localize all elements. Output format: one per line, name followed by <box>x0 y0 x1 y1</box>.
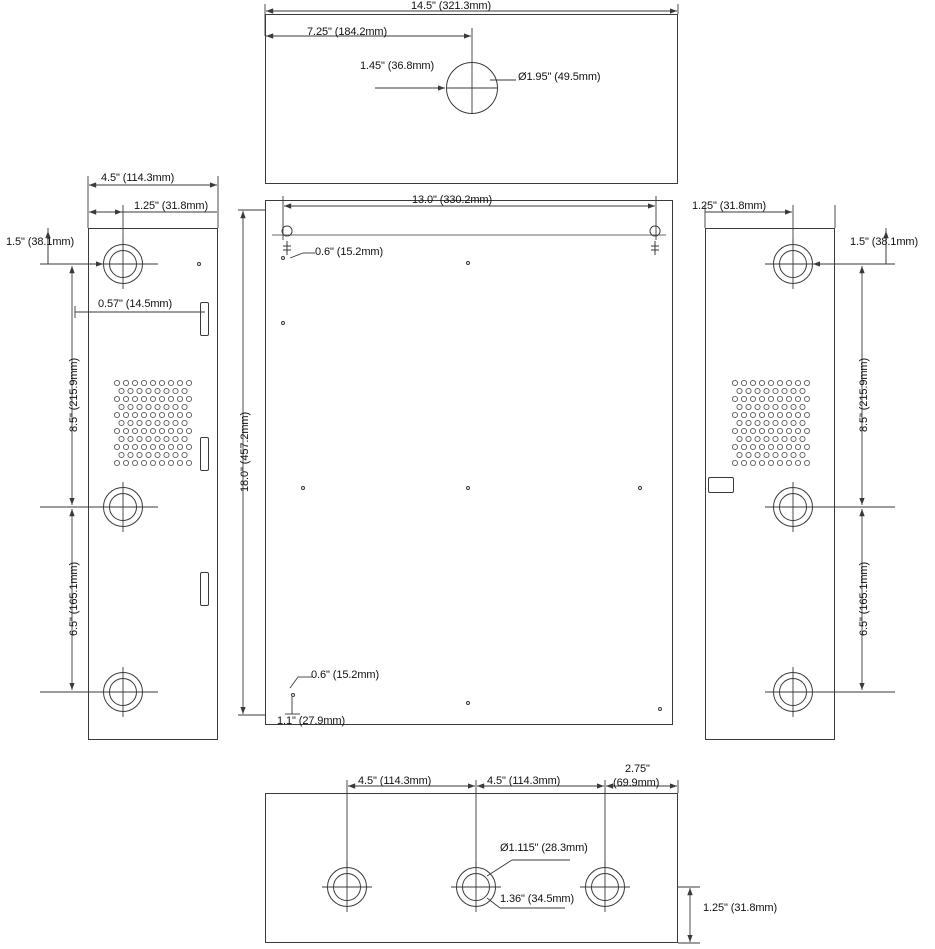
right-knockout-2-inner <box>779 493 807 521</box>
dim-bottom-edge-offset: 2.75" <box>625 763 650 775</box>
left-vent-slot-1 <box>200 302 209 336</box>
dim-right-knockout-center: 1.25" (31.8mm) <box>692 200 767 212</box>
front-hole-tl <box>281 256 285 260</box>
right-knockout-1-inner <box>779 250 807 278</box>
dim-left-knockout-center: 1.25" (31.8mm) <box>134 200 209 212</box>
left-small-hole <box>197 262 201 266</box>
dim-bottom-spacing-1: 4.5" (114.3mm) <box>358 775 432 787</box>
dim-bottom-hole-diameter: Ø1.115" (28.3mm) <box>500 842 588 854</box>
dim-bottom-vertical-offset: 1.25" (31.8mm) <box>703 902 778 914</box>
dim-bottom-spacing-2: 4.5" (114.3mm) <box>487 775 561 787</box>
dim-left-slot-offset: 0.57" (14.5mm) <box>98 298 173 310</box>
front-hole-ml <box>301 486 305 490</box>
dim-top-overall-width: 14.5" (321.3mm) <box>411 0 492 12</box>
left-knockout-2-inner <box>109 493 137 521</box>
front-view-panel <box>265 200 673 725</box>
left-knockout-3-inner <box>109 678 137 706</box>
left-vent-slot-3 <box>200 572 209 606</box>
dim-right-upper-spacing: 8.5" (215.9mm) <box>858 357 870 432</box>
bottom-knockout-2-inner <box>462 873 490 901</box>
dim-front-height: 18.0" (457.2mm) <box>239 411 251 492</box>
dim-left-upper-spacing: 8.5" (215.9mm) <box>68 357 80 432</box>
front-hole-tc <box>466 261 470 265</box>
dim-left-depth: 4.5" (114.3mm) <box>101 172 175 184</box>
left-knockout-1-inner <box>109 250 137 278</box>
dim-left-top-offset: 1.5" (38.1mm) <box>6 236 75 248</box>
front-hole-bl <box>291 693 295 697</box>
front-hole-bc <box>466 701 470 705</box>
right-knockout-3-inner <box>779 678 807 706</box>
front-hole-l2 <box>281 321 285 325</box>
front-hole-mc <box>466 486 470 490</box>
bottom-knockout-1-inner <box>333 873 361 901</box>
dim-right-top-offset: 1.5" (38.1mm) <box>850 236 919 248</box>
left-vent-slot-2 <box>200 437 209 471</box>
dim-front-top-inset: 0.6" (15.2mm) <box>315 246 384 258</box>
left-vent-grille <box>112 378 194 470</box>
bottom-knockout-3-inner <box>591 873 619 901</box>
dim-front-bottom-edge: 1.1" (27.9mm) <box>277 715 346 727</box>
dim-bottom-edge-offset-mm: (69.9mm) <box>613 777 660 789</box>
right-vent-grille <box>730 378 812 470</box>
dim-left-lower-spacing: 6.5" (165.1mm) <box>68 561 80 636</box>
dim-front-width: 13.0" (330.2mm) <box>412 194 493 206</box>
dim-bottom-hole-spacing: 1.36" (34.5mm) <box>500 893 575 905</box>
front-hole-br <box>658 707 662 711</box>
right-rect-cutout <box>708 477 734 493</box>
front-hole-mr <box>638 486 642 490</box>
dim-front-bottom-inset: 0.6" (15.2mm) <box>311 669 380 681</box>
top-view-knockout <box>446 62 498 114</box>
dim-right-lower-spacing: 6.5" (165.1mm) <box>858 561 870 636</box>
dim-top-hole-center-x: 7.25" (184.2mm) <box>307 26 388 38</box>
dim-top-hole-diameter: Ø1.95" (49.5mm) <box>518 71 601 83</box>
dim-top-hole-offset-y: 1.45" (36.8mm) <box>360 60 435 72</box>
